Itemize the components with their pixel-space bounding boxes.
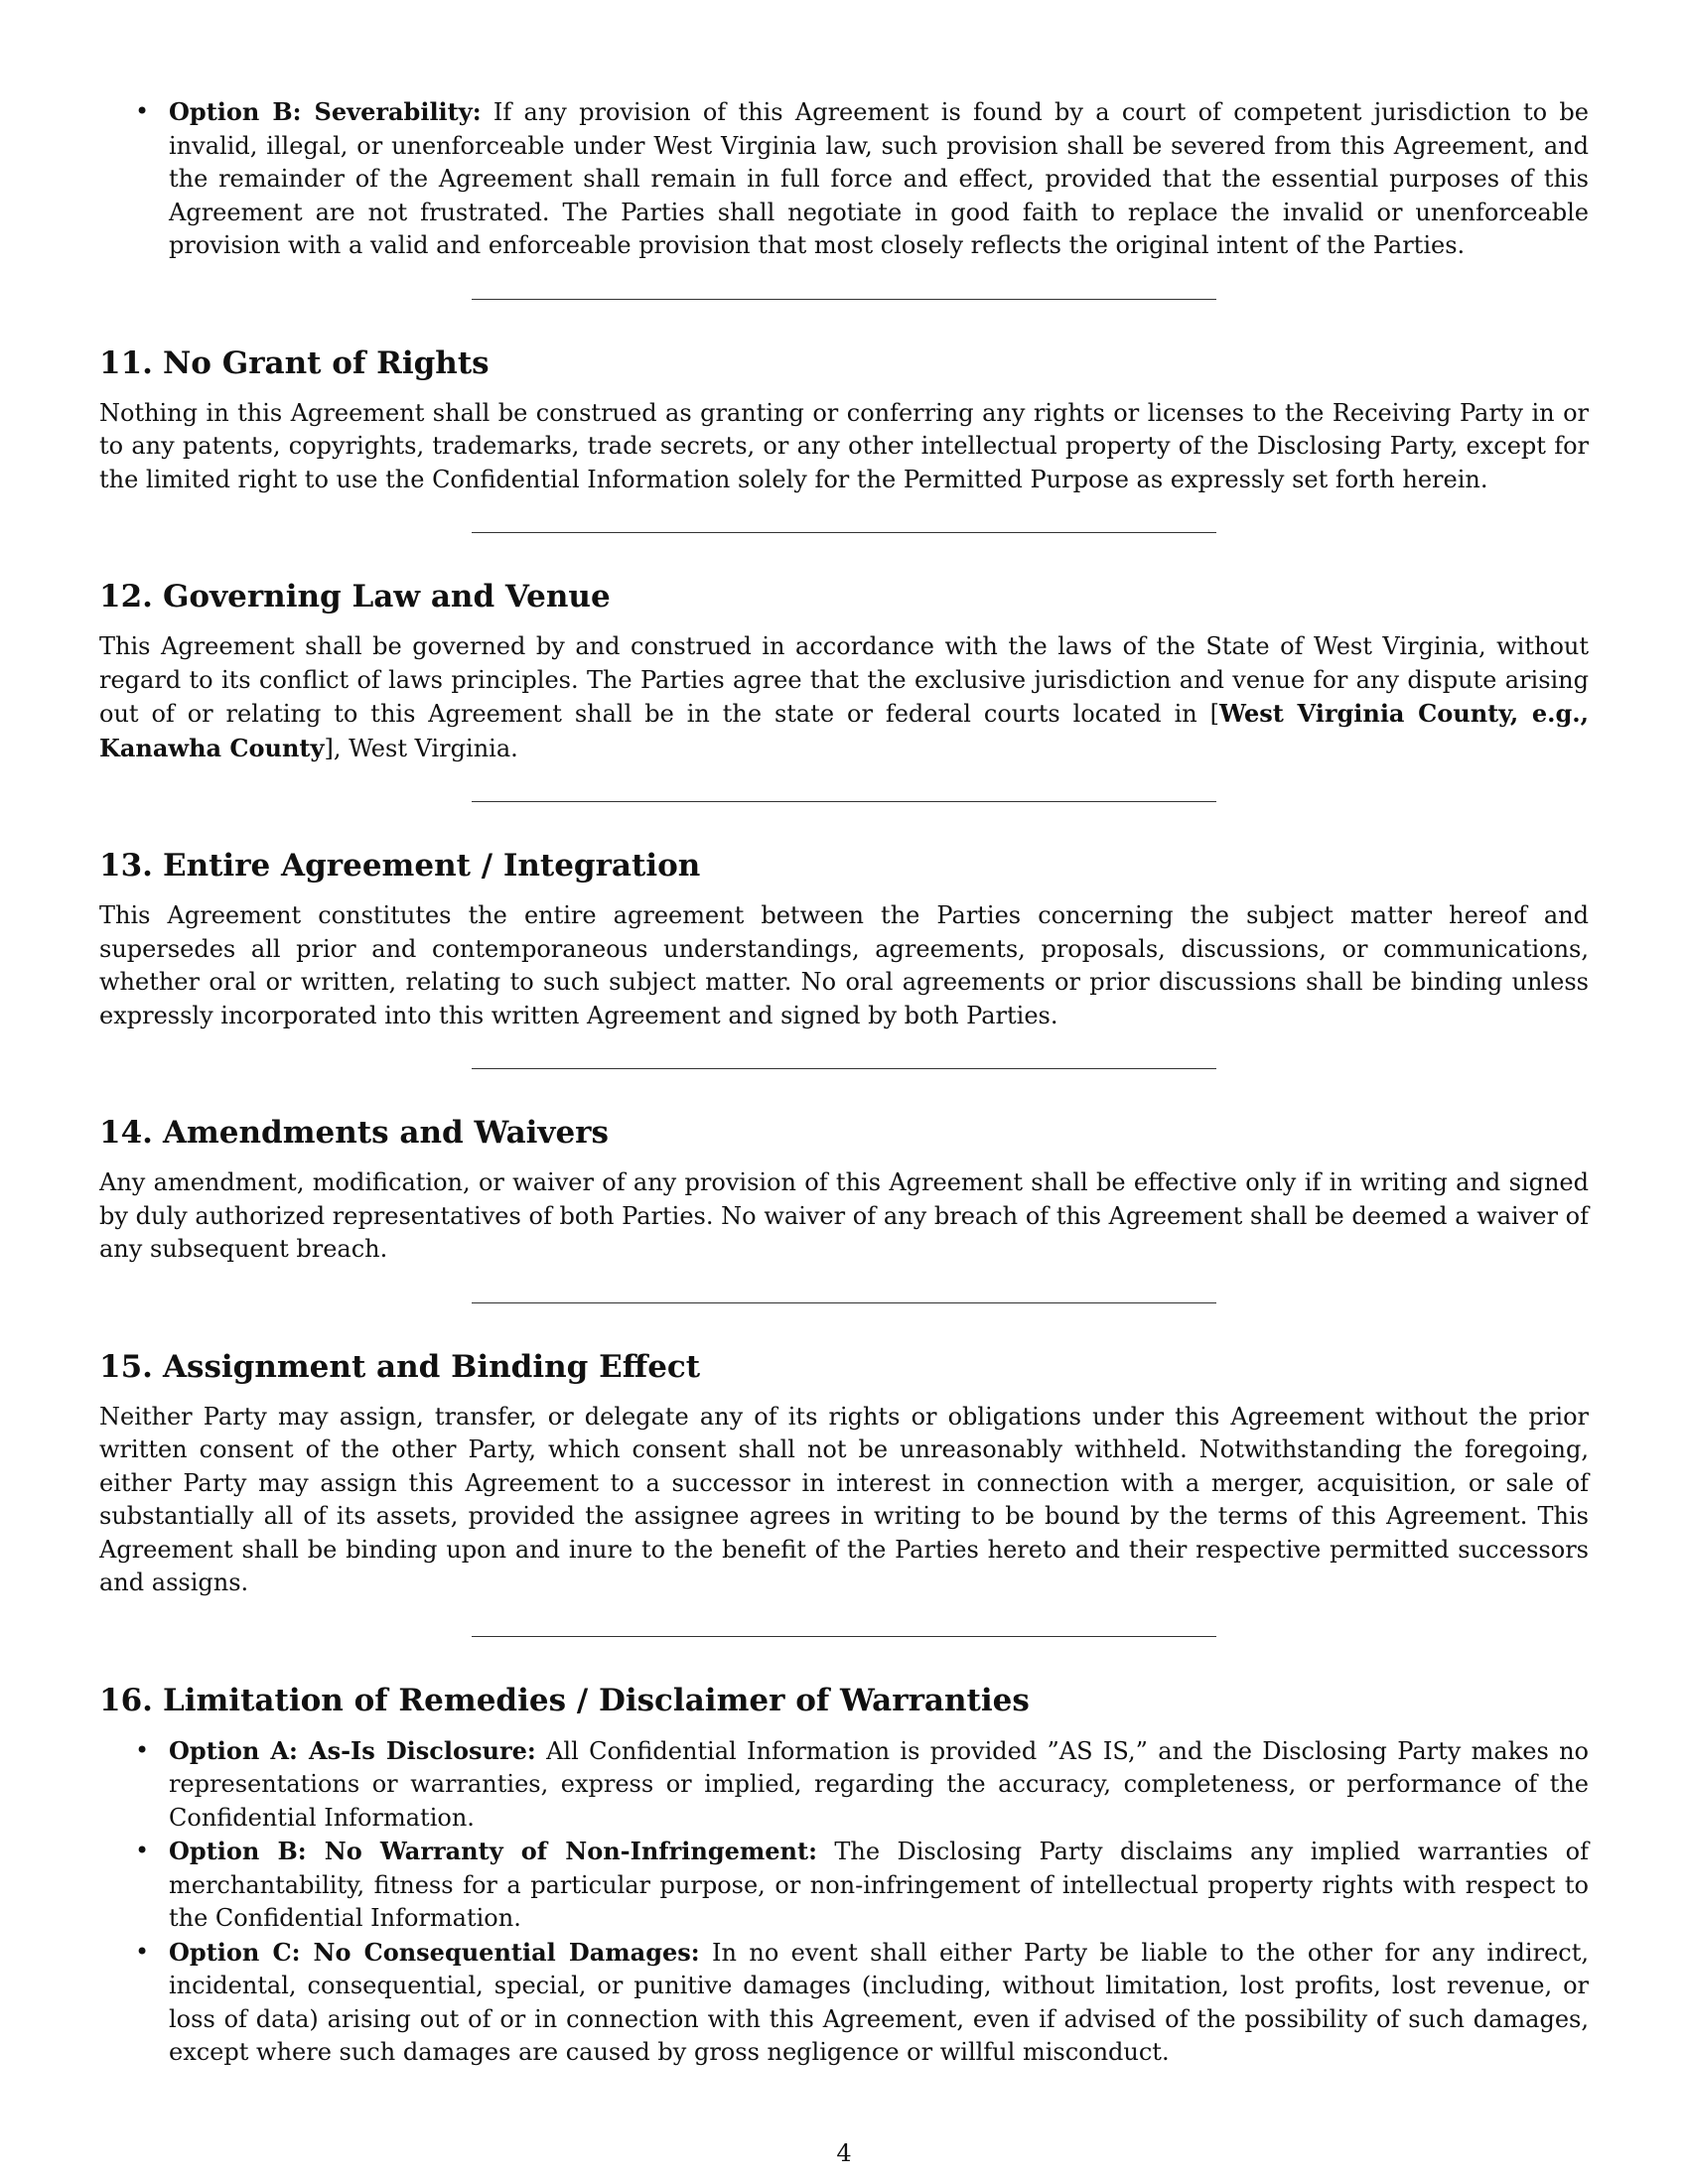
- section-divider: [472, 1636, 1216, 1637]
- section-13: [99, 846, 1589, 1032]
- remedies-option-list: [99, 1734, 1589, 2070]
- section-divider: [472, 1068, 1216, 1069]
- section-title: Entire Agreement / Integration: [162, 848, 701, 884]
- section-body: This Agreement constitutes the entire agreement between the Parties concerning the subject matter hereof and supersedes all prior and contemporaneous understandings, agreements, proposals, discussions, or communications, whether oral or written, relating to such subject matter. No oral agreements or prior discussions shall be binding unless expressly incorporated into this written Agreement and signed by both Parties.: [99, 901, 1589, 1029]
- option-label: Option B: Severability:: [169, 97, 482, 126]
- section-heading: [99, 1347, 1589, 1387]
- section-title: Governing Law and Venue: [162, 579, 611, 614]
- section-divider: [472, 1302, 1216, 1303]
- option-text: If any provision of this Agreement is found by a court of competent jurisdiction to be invalid, illegal, or unenforceable under West Virginia law, such provision shall be severed from this Agreement, and the remainder of the Agreement shall remain in full force and effect, provided that the essential purposes of this Agreement are not frustrated. The Parties shall negotiate in good faith to replace the invalid or unenforceable provision with a valid and enforceable provision that most closely reflects the original intent of the Parties.: [169, 98, 1589, 259]
- section-body: Any amendment, modification, or waiver of any provision of this Agreement shall be effective only if in writing and signed by duly authorized representatives of both Parties. No waiver of any breach of this Agreement shall be deemed a waiver of any subsequent breach.: [99, 1168, 1589, 1263]
- section-body: Nothing in this Agreement shall be construed as granting or conferring any rights or licenses to the Receiving Party in or to any patents, copyrights, trademarks, trade secrets, or any other intellectual property of the Disclosing Party, except for the limited right to use the Confidential Information solely for the Permitted Purpose as expressly set forth herein.: [99, 398, 1589, 493]
- option-item-consequential-damages: [99, 1936, 1589, 2070]
- section-divider: [472, 299, 1216, 300]
- option-label: Option A: As-Is Disclosure:: [169, 1735, 536, 1765]
- section-14: [99, 1113, 1589, 1267]
- body-text-before: This Agreement shall be governed by and construed in accordance with the laws of the State of West Virginia, without regard to its conflict of laws principles. The Parties agree that the exclusive jurisdiction and venue for any dispute arising out of or relating to this Agreement shall be in the state or federal courts located in [: [99, 632, 1589, 728]
- option-label: Option B: No Warranty of Non-Infringement:: [169, 1837, 817, 1865]
- section-number: 13.: [99, 848, 153, 884]
- section-body: [99, 630, 1589, 765]
- option-text: All Confidential Information is provided ”AS IS,” and the Disclosing Party makes no representations or warranties, express or implied, regarding the accuracy, completeness, or performance of the Confidential Information.: [169, 1736, 1590, 1832]
- section-11: [99, 343, 1589, 497]
- section-16: [99, 1681, 1589, 2070]
- section-number: 14.: [99, 1115, 153, 1151]
- section-heading: [99, 846, 1589, 886]
- option-item-severability: [99, 95, 1589, 263]
- option-item-as-is: [99, 1734, 1589, 1836]
- option-label: Option C: No Consequential Damages:: [169, 1937, 700, 1967]
- section-title: Limitation of Remedies / Disclaimer of Warranties: [162, 1682, 1030, 1718]
- section-title: Assignment and Binding Effect: [162, 1348, 701, 1385]
- page-content: [99, 95, 1589, 2070]
- option-item-non-infringement: [99, 1835, 1589, 1936]
- section-heading: [99, 1681, 1589, 1720]
- section-title: Amendments and Waivers: [162, 1115, 609, 1151]
- section-heading: [99, 343, 1589, 383]
- section-15: [99, 1347, 1589, 1600]
- county-placeholder: West Virginia County, e.g., Kanawha County: [99, 699, 1589, 762]
- section-divider: [472, 801, 1216, 802]
- section-12: [99, 577, 1589, 765]
- section-heading: [99, 577, 1589, 616]
- section-number: 12.: [99, 579, 153, 614]
- section-number: 11.: [99, 344, 153, 381]
- body-text-after: ], West Virginia.: [324, 734, 518, 762]
- section-number: 16.: [99, 1682, 153, 1718]
- option-text: The Disclosing Party disclaims any implied warranties of merchantability, fitness for a particular purpose, or non-infringement of intellectual property rights with respect to the Confidential Information.: [169, 1838, 1589, 1932]
- option-text: In no event shall either Party be liable to the other for any indirect, incidental, consequential, special, or punitive damages (including, without limitation, lost profits, lost revenue, or loss of data) arising out of or in connection with this Agreement, even if advised of the possibility of such damages, except where such damages are caused by gross negligence or willful misconduct.: [169, 1938, 1589, 2066]
- section-number: 15.: [99, 1348, 153, 1385]
- section-heading: [99, 1113, 1589, 1153]
- section-body: Neither Party may assign, transfer, or delegate any of its rights or obligations under this Agreement without the prior written consent of the other Party, which consent shall not be unreasonably withheld. Notwithstanding the foregoing, either Party may assign this Agreement to a successor in interest in connection with a merger, acquisition, or sale of substantially all of its assets, provided the assignee agrees in writing to be bound by the terms of this Agreement. This Agreement shall be binding upon and inure to the benefit of the Parties hereto and their respective permitted successors and assigns.: [99, 1402, 1589, 1596]
- section-title: No Grant of Rights: [162, 344, 490, 381]
- page-number: 4: [836, 2139, 852, 2167]
- section-divider: [472, 532, 1216, 533]
- severability-option-list: [99, 95, 1589, 263]
